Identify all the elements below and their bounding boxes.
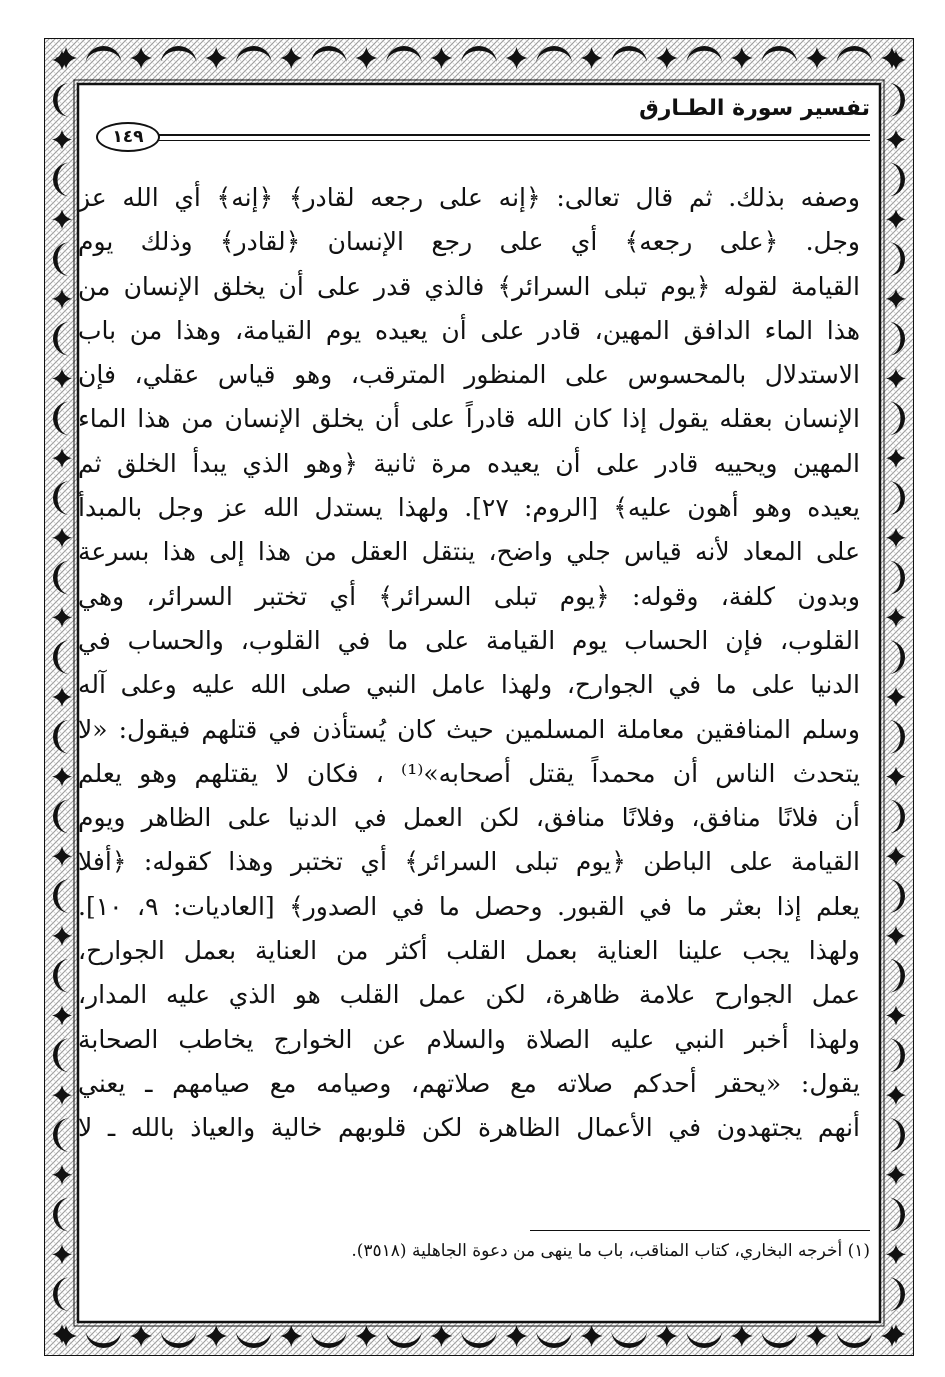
footnote-separator [530, 1230, 870, 1231]
body-line: ولهذا أخبر النبي عليه الصلاة والسلام عن الخوارج يخاطب الصحابة [78, 1024, 860, 1054]
header-rule [158, 134, 870, 136]
body-line: عمل الجوارح علامة ظاهرة، لكن عمل القلب هو الذي عليه المدار، [78, 980, 860, 1010]
body-line: وصفه بذلك. ثم قال تعالى: ﴿إنه على رجعه لقادر﴾ ﴿إنه﴾ أي الله عز [78, 183, 860, 212]
body-line: يعيده وهو أهون عليه﴾ [الروم: ٢٧]. ولهذا يستدل الله عز وجل بالمبدأ [78, 493, 860, 523]
body-line: الدنيا على ما في الجوارح، ولهذا عامل النبي صلى الله عليه وعلى آله [78, 670, 860, 700]
header-rule-thin [158, 140, 870, 141]
body-line: القيامة لقوله ﴿يوم تبلى السرائر﴾ فالذي قدر على أن يخلق الإنسان من [78, 271, 860, 301]
body-line: وسلم المنافقين معاملة المسلمين حيث كان يُستأذن في قتلهم فيقول: «لا [78, 714, 860, 744]
body-line: يتحدث الناس أن محمداً يقتل أصحابه»⁽¹⁾ ، فكان لا يقتلهم وهو يعلم [78, 758, 860, 788]
body-line: القلوب، فإن الحساب يوم القيامة على ما في القلوب، والحساب في [78, 625, 860, 655]
body-line: على المعاد لأنه قياس جلي واضح، ينتقل العقل من هذا إلى هذا بسرعة [78, 537, 860, 567]
page-number-badge: ١٤٩ [96, 122, 160, 152]
body-line: القيامة على الباطن ﴿يوم تبلى السرائر﴾ أي تختبر وهذا كقوله: ﴿أفلا [78, 847, 860, 877]
running-title: تفسير سورة الطـارق [639, 96, 870, 121]
body-line: الاستدلال بالمحسوس على المنظور المترقب، وهو قياس عقلي، فإن [78, 360, 860, 390]
body-line: وجل. ﴿على رجعه﴾ أي على رجع الإنسان ﴿لقادر﴾ وذلك يوم [78, 227, 860, 257]
body-line: هذا الماء الدافق المهين، قادر على أن يعيده يوم القيامة، وهذا من باب [78, 315, 860, 345]
body-line: يقول: «يحقر أحدكم صلاته مع صلاتهم، وصيامه مع صيامهم ـ يعني [78, 1068, 860, 1098]
body-line: أن فلانًا منافق، وفلانًا منافق، لكن العمل في الدنيا على الظاهر ويوم [78, 803, 860, 833]
footnote: (١) أخرجه البخاري، كتاب المناقب، باب ما ينهى من دعوة الجاهلية (٣٥١٨). [351, 1241, 870, 1261]
body-line: الإنسان بعقله يقول إذا كان الله قادراً على أن يخلق الإنسان من هذا الماء [78, 404, 860, 434]
body-line: ولهذا يجب علينا العناية بعمل القلب أكثر من العناية بعمل الجوارح، [78, 936, 860, 966]
body-line: المهين ويحييه قادر على أن يعيده مرة ثانية ﴿وهو الذي يبدأ الخلق ثم [78, 448, 860, 478]
body-line: وبدون كلفة، وقوله: ﴿يوم تبلى السرائر﴾ أي تختبر السرائر، وهي [78, 581, 860, 611]
body-line: أنهم يجتهدون في الأعمال الظاهرة لكن قلوبهم خالية والعياذ بالله ـ لا [78, 1113, 860, 1143]
body-line: يعلم إذا بعثر ما في القبور. وحصل ما في الصدور﴾ [العاديات: ٩، ١٠]. [78, 891, 860, 921]
page-header [78, 96, 878, 146]
page-content [78, 84, 878, 1319]
body-text [78, 176, 860, 1151]
